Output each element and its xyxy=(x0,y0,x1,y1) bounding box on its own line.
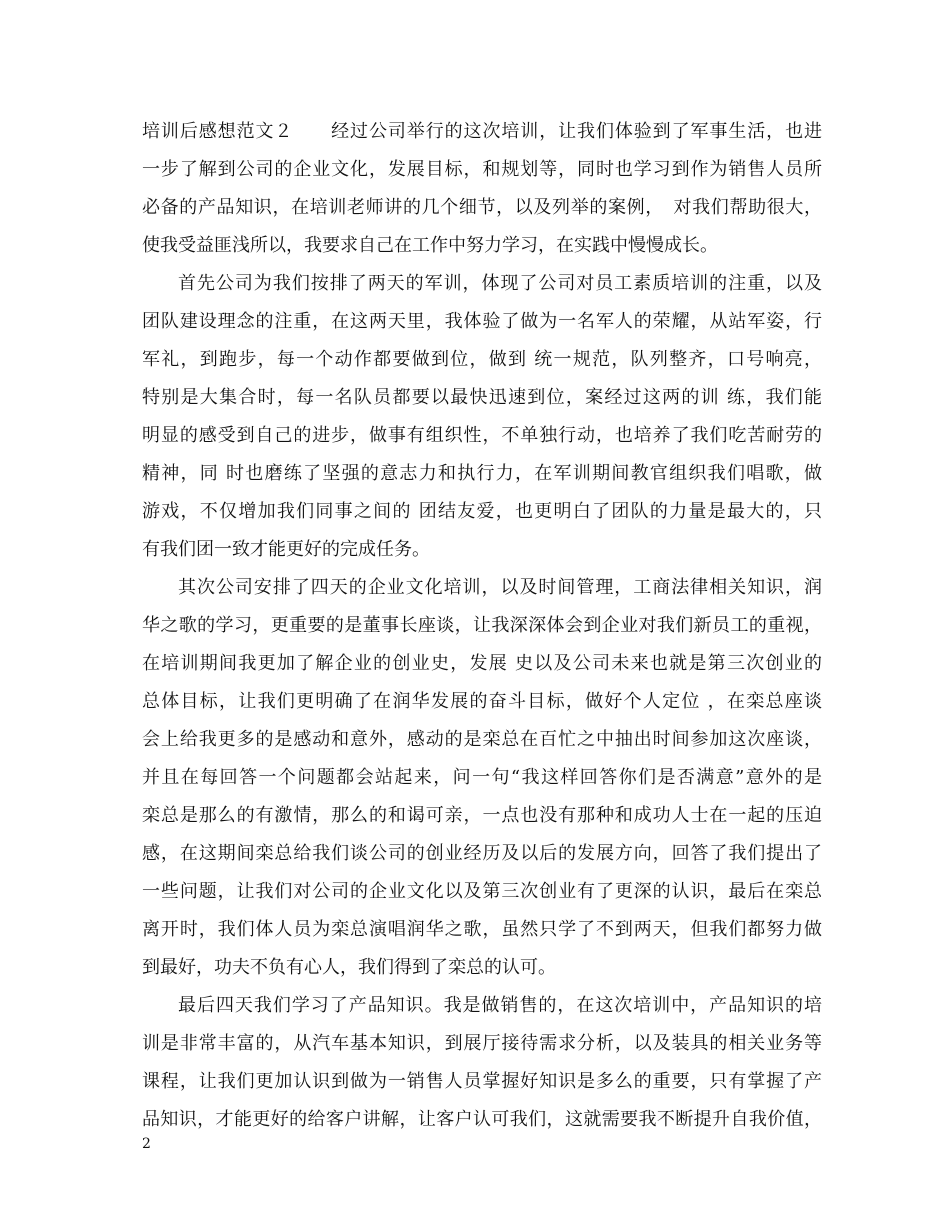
body-text xyxy=(142,118,822,1144)
text-line: 训是非常丰富的，从汽车基本知识，到展厅接待需求分析，以及装具的相关业务等 xyxy=(142,1033,822,1054)
text-line: 感，在这期间栾总给我们谈公司的创业经历及以后的发展方向，回答了我们提出了 xyxy=(142,843,822,864)
text-line: 课程，让我们更加认识到做为一销售人员掌握好知识是多么的重要，只有掌握了产 xyxy=(142,1071,822,1092)
text-line: 品知识，才能更好的给客户讲解，让客户认可我们，这就需要我不断提升自我价值， xyxy=(142,1109,822,1130)
text-line: 团队建设理念的注重，在这两天里，我体验了做为一名军人的荣耀，从站军姿，行 xyxy=(142,311,822,332)
text-line: 游戏，不仅增加我们同事之间的 团结友爱，也更明白了团队的力量是最大的，只 xyxy=(142,501,822,522)
text-line: 首先公司为我们按排了两天的军训，体现了公司对员工素质培训的注重，以及 xyxy=(178,273,822,294)
text-line: 会上给我更多的是感动和意外，感动的是栾总在百忙之中抽出时间参加这次座谈， xyxy=(142,729,822,750)
text-line: 有我们团一致才能更好的完成任务。 xyxy=(142,539,430,560)
text-line: 离开时，我们体人员为栾总演唱润华之歌，虽然只学了不到两天，但我们都努力做 xyxy=(142,919,822,940)
text-line: 特别是大集合时，每一名队员都要以最快迅速到位，案经过这两的训 练，我们能 xyxy=(142,387,822,408)
text-line: 其次公司安排了四天的企业文化培训，以及时间管理，工商法律相关知识，润 xyxy=(178,577,822,598)
text-line: 在培训期间我更加了解企业的创业史，发展 史以及公司未来也就是第三次创业的 xyxy=(142,653,822,674)
text-line: 华之歌的学习，更重要的是董事长座谈，让我深深体会到企业对我们新员工的重视， xyxy=(142,615,822,636)
text-line: 一些问题，让我们对公司的企业文化以及第三次创业有了更深的认识，最后在栾总 xyxy=(142,881,822,902)
text-line: 培训后感想范文２ 经过公司举行的这次培训，让我们体验到了军事生活，也进 xyxy=(142,121,822,142)
text-line: 总体目标，让我们更明确了在润华发展的奋斗目标，做好个人定位 ，在栾总座谈 xyxy=(142,691,822,712)
text-line: 并且在每回答一个问题都会站起来，问一句“我这样回答你们是否满意”意外的是 xyxy=(142,767,822,788)
text-line: 到最好，功夫不负有心人，我们得到了栾总的认可。 xyxy=(142,957,556,978)
text-line: 栾总是那么的有激情，那么的和谒可亲，一点也没有那种和成功人士在一起的压迫 xyxy=(142,805,822,826)
text-line: 使我受益匪浅所以，我要求自己在工作中努力学习，在实践中慢慢成长。 xyxy=(142,235,718,256)
text-line: 明显的感受到自己的进步，做事有组织性，不单独行动，也培养了我们吃苦耐劳的 xyxy=(142,425,822,446)
text-line: 精神，同 时也磨练了坚强的意志力和执行力，在军训期间教官组织我们唱歌，做 xyxy=(142,463,822,484)
text-line: 军礼，到跑步，每一个动作都要做到位，做到 统一规范，队列整齐，口号响亮， xyxy=(142,349,822,370)
text-line: 一步了解到公司的企业文化，发展目标，和规划等，同时也学习到作为销售人员所 xyxy=(142,159,822,180)
page-number: 2 xyxy=(142,1136,151,1152)
text-line: 必备的产品知识，在培训老师讲的几个细节，以及列举的案例， 对我们帮助很大， xyxy=(142,197,822,218)
text-line: 最后四天我们学习了产品知识。我是做销售的，在这次培训中，产品知识的培 xyxy=(178,995,822,1016)
